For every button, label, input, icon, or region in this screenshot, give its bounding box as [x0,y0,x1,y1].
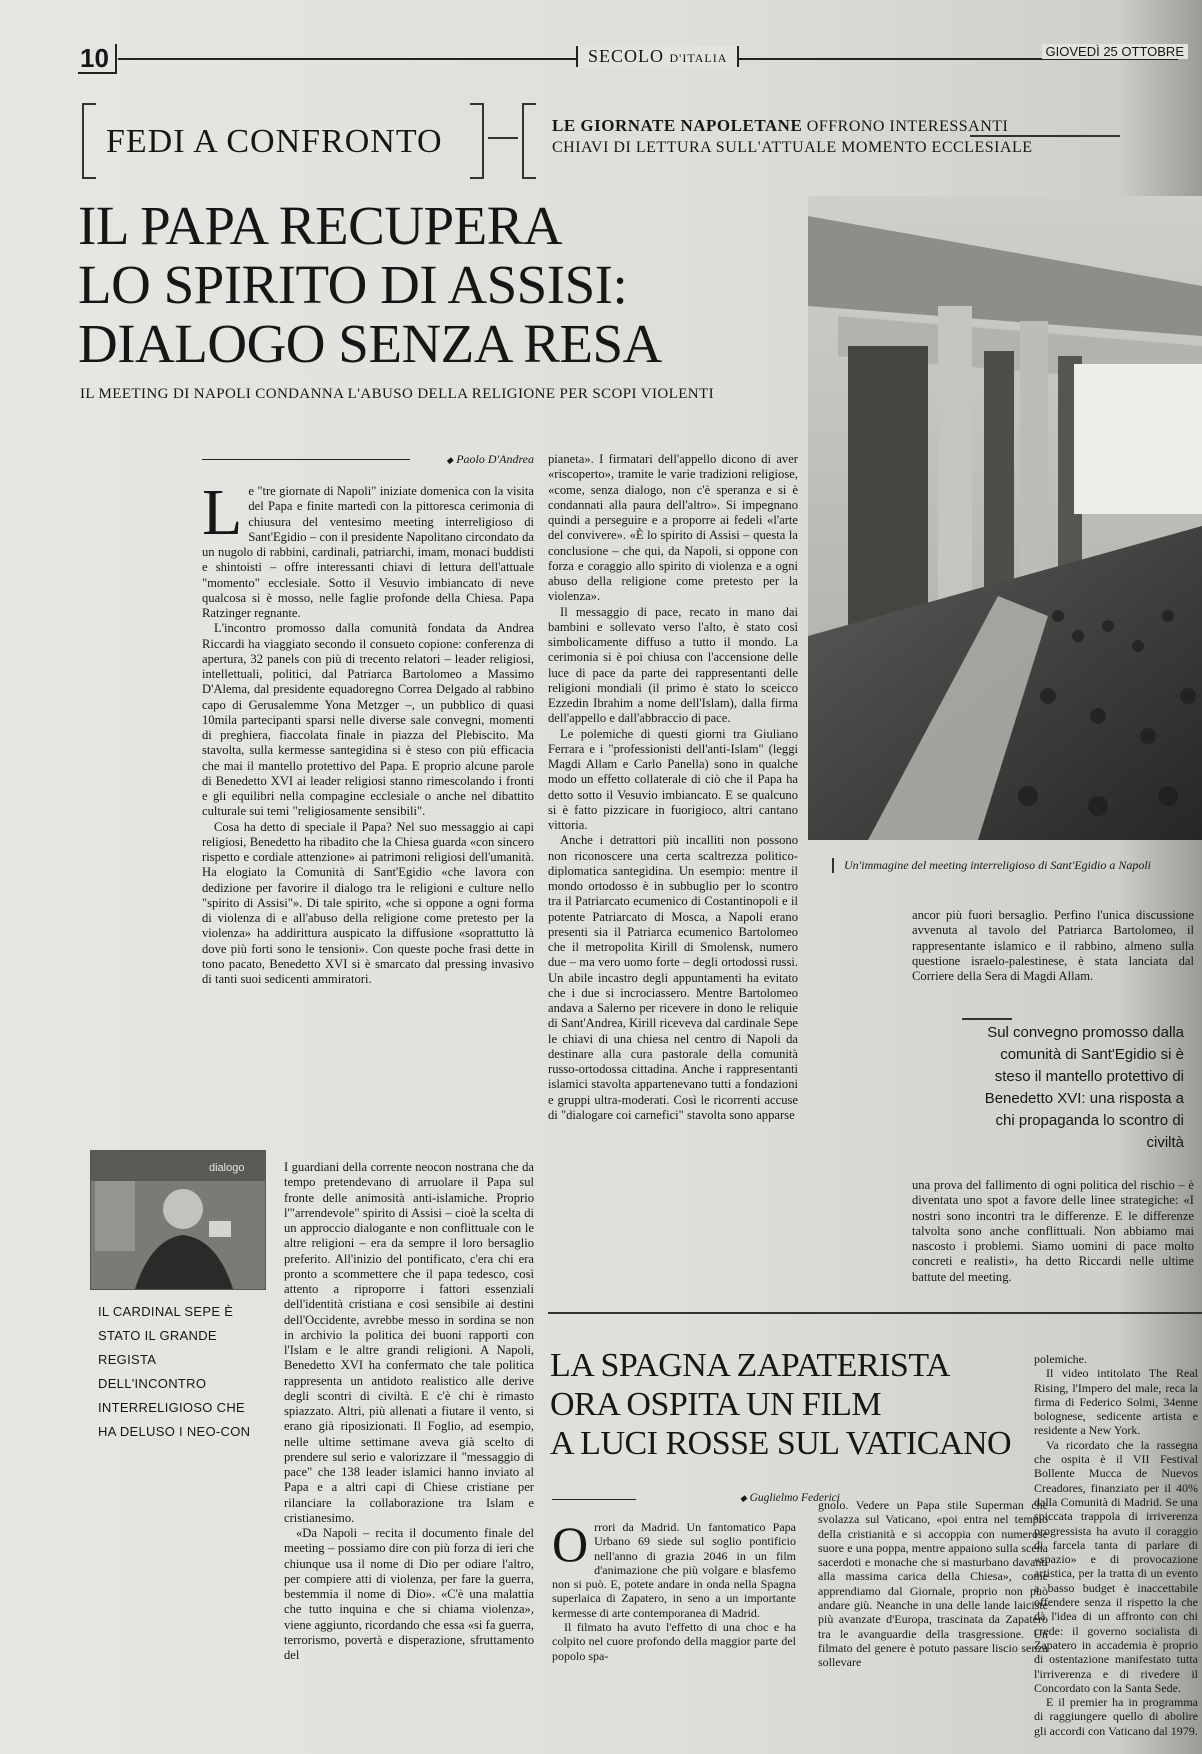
second-column-1: Orrori da Madrid. Un fantomatico Papa Urbano 69 siede sul soglio pontificio nell'anno di grazia 2046 in un film d'animazione che più volgare e blasfemo non si può. E, potete andare in onda nella Spagna superlaica di Zapatero, in seno a un importante kermesse di arte contemporanea di Madrid. Il filmato ha avuto l'effetto di una choc e ha colpito nel cuore profondo della maggior parte del popolo spa- [552,1516,796,1663]
article-column-2: I guardiani della corrente neocon nostrana che da tempo pretendevano di arruolare il Papa sul fronte delle animosità anti-islamiche. Proprio l'"arrendevole" spirito di Assisi – cioè la scelta di un approccio dialogante e non conflittuale con le altre religioni – era da sempre il loro bersaglio preferito. All'inizio del pontificato, c'era chi era pronto a scommettere che il papa tedesco, così attento a riproporre i fattori essenziali dell'identità cristiana e così sensibile ai destini dell'Occidente, avrebbe messo in sordina se non in archivio la politica dei buoni rapporti con l'Islam e le altre grandi religioni. A Napoli, Benedetto XVI ha confermato che tale politica rappresenta un antidoto realistico alle derive degli scontri di civiltà. E c'è chi è rimasto spiazzato. Altri, più allenati a fiutare il vento, si erano già riposizionati. Il Foglio, ad esempio, nelle ultime settimane aveva già scelto di prendere sul serio e valorizzare il "messaggio di pace" che 138 leader islamici hanno inviato al Papa e a altri capi di Chiese cristiane per rilanciare la collaborazione tra Islam e cristianesimo. «Da Napoli – recita il documento finale del meeting – possiamo dire con più forza di ieri che chiunque usa il nome di Dio per odiare l'altro, per compiere atti di violenza, per fare la guerra, bestemmia il nome di Dio». «C'è una malattia che tutto inquina e che si chiama violenza», viene aggiunto, ricordando che essa «si fa guerra, terrorismo, povertà e disperazione, sfruttamento del [284,1160,534,1662]
issue-date: GIOVEDÌ 25 OTTOBRE [1042,44,1188,59]
drop-cap: L [202,476,243,549]
left-bracket [82,103,96,179]
main-subheadline: IL MEETING DI NAPOLI CONDANNA L'ABUSO DELLA RELIGIONE PER SCOPI VIOLENTI [80,386,714,402]
article-column-4b: una prova del fallimento di ogni politica del rischio – è diventata uno spot a favore delle linee strategiche: «I nostri sono incontri tra le differenze. E le differenze talvolta sono anche conflittuali. Non abbiamo mai nascosto i problemi. Siamo uomini di pace molto concreti e realisti», ha detto Riccardi nelle ultime battute del meeting. [912,1178,1194,1284]
diamond-icon: ◆ [739,1493,747,1503]
main-headline: IL PAPA RECUPERA LO SPIRITO DI ASSISI: DIALOGO SENZA RESA [78,195,662,374]
article-column-4a: ancor più fuori bersaglio. Perfino l'unica discussione avvenuta al tavolo del Patriarca Bartolomeo, il rappresentante islamico e il rabbino, almeno sulla questione israelo-palestinese, è stata lanciata dal Corriere della Sera di Magdi Allam. [912,908,1194,983]
section-rubric [82,103,1182,179]
cardinal-photo [90,1150,266,1290]
photo-caption: Un'immagine del meeting interreligioso di Sant'Egidio a Napoli [832,858,1202,873]
second-column-2: gnolo. Vedere un Papa stile Superman che svolazza sul Vaticano, «poi entra nel tempio della cristianità e si accoppia con numerose suore e una poppa, mentre appaiono sulla scena sacerdoti e monache che si masturbano davanti alla massima carica della Chiesa», come apprendiamo dal Giornale, proprio non può andare giù. Neanche in una delle lande laiciste più avanzate d'Europa, trascinata da Zapatero tra le avanguardie della trasgressione. Un filmato del genere è potuto passare liscio senza sollevare [818,1498,1048,1670]
second-byline [552,1492,840,1508]
photo-label: dialogo [209,1162,245,1174]
page-number: 10 [78,44,117,74]
article-column-3: pianeta». I firmatari dell'appello dicono di aver «riscoperto», tramite le varie tradizioni religiose, «come, senza dialogo, non c'è speranza e si è condannati alla paura dell'altro». Si impegnano quindi a perseguire e a proporre ai fedeli «l'arte del convivere». «È lo spirito di Assisi – questa la conclusione – che qui, da Napoli, si oppone con forza e coraggio allo spirito di violenza e a ogni abuso della religione come pretesto per la violenza». Il messaggio di pace, recato in mano dai bambini e sollevato verso l'alto, è stato così simbolicamente diffuso a tutto il mondo. La cerimonia si è poi chiusa con l'accensione delle luce di pace da parte dei rappresentanti delle religioni mondiali (il primo è stato lo sceicco Ezzedin Ibrahim a nome dell'Islam), dalla firma dell'appello e dall'abbraccio di pace. Le polemiche di questi giorni tra Giuliano Ferrara e i "professionisti dell'anti-Islam" (leggi Magdi Allam e Carlo Panella) sono in qualche modo un effetto collaterale di ciò che il Papa ha detto sotto il Vesuvio imbiancato. E se qualcuno si è fatto pizzicare in fuorigioco, altri cantano vittoria. Anche i detrattori più incalliti non possono non riconoscere una certa scaltrezza politico-diplomatica santegidina. Un esempio: mentre il mondo ortodosso è in subbuglio per lo scontro tra il Patriarcato ecumenico di Costantinopoli e il potente Patriarcato di Mosca, a Napoli erano presenti sia il Patriarca ecumenico Bartolomeo che il metropolita Kirill di Smolensk, numero due – ma vero uomo forte – degli ortodossi russi. Un abile incastro degli appuntamenti ha evitato che i due si incrociassero. Mentre Bartolomeo andava a Salerno per ricevere in dono le reliquie di Sant'Andrea, Kirill riceveva dal cardinale Sepe le chiavi di una chiesa nel centro di Napoli da destinare alla cura pastorale della comunità russo-ortodossa cittadina. Anche i rappresentanti islamici stavolta appartenevano tutti a fondazioni e gruppi ultra-moderati. Così le ricorrenti accuse di "dialogare coi carnefici" stavolta sono apparse [548,452,798,1122]
left-bracket-2 [522,103,536,179]
page-header [78,44,1188,74]
second-column-3: polemiche. Il video intitolato The Real Rising, l'Impero del male, reca la firma di Federico Solmi, 34enne bolognese, sedicente artista e residente a New York. Va ricordato che la rassegna che ospita è il VII Festival Bollente Mucca de Nuevos Creadores, finanziato per il 40% dalla Comunità di Madrid. Se una spiccata trappola di irriverenza progressista ha avuto il coraggio di farcela tanta di parlare di «spazio» e di provocazione artistica, per la tratta di un evento a basso budget è inaccettabile offendere senza il rispetto la che dà l'idea di un affronto con chi crede: il governo socialista di Zapatero in accademia è proprio di ostentazione manifestato tutta l'irriverenza e di rivedere il Concordato con la Santa Sede. E il premier ha in programma di raggiungere quello di abolire gli accordi con Vaticano dal 1979. [1034,1352,1198,1738]
rubric-dash [488,137,518,139]
right-bracket [470,103,484,179]
second-headline: LA SPAGNA ZAPATERISTA ORA OSPITA UN FILM A LUCI ROSSE SUL VATICANO [550,1347,1012,1462]
second-drop-cap: O [552,1516,589,1572]
byline-rule [202,459,410,460]
diamond-icon: ◆ [446,455,454,465]
second-byline-rule [552,1499,636,1500]
byline [202,452,534,468]
author-name: ◆ Paolo D'Andrea [446,452,534,466]
section-kicker: LE GIORNATE NAPOLETANE OFFRONO INTERESSANTI CHIAVI DI LETTURA SULL'ATTUALE MOMENTO ECCLESIALE [552,116,1033,156]
cardinal-caption: IL CARDINAL SEPE È STATO IL GRANDE REGISTA DELL'INCONTRO INTERRELIGIOSO CHE HA DELUSO I NEO-CON [98,1304,251,1439]
pull-quote-rule [962,1018,1012,1020]
newspaper-name: SECOLO D'ITALIA [576,46,739,67]
pull-quote: Sul convegno promosso dalla comunità di Sant'Egidio si è steso il mantello protettivo di Benedetto XVI: una risposta a chi propaganda lo scontro di civiltà [962,1022,1184,1154]
second-author-name: ◆ Guglielmo Federici [739,1492,840,1504]
section-title: FEDI A CONFRONTO [106,123,443,160]
section-divider [548,1312,1202,1314]
meeting-photo [808,196,1202,840]
article-column-1: Le "tre giornate di Napoli" iniziate domenica con la visita del Papa e finite martedì con la pittoresca cerimonia di chiusura del ventesimo meeting interreligioso di Sant'Egidio – con il presidente Napolitano circondato da un nugolo di rabbini, cardinali, patriarchi, imam, monaci buddisti e shintoisti – offre interessanti chiavi di lettura dell'attuale "momento" ecclesiale. Sotto il Vesuvio imbiancato di neve qualcosa si è mosso, nelle faglie profonde della Chiesa. Papa Ratzinger regnante. L'incontro promosso dalla comunità fondata da Andrea Riccardi ha viaggiato secondo il consueto copione: conferenza di apertura, 32 panels con più di trecento relatori – leader religiosi, intellettuali, politici, dal Patriarca Bartolomeo a Massimo D'Alema, dal presidente equadoregno Correa Delgado al rabbino capo di Gerusalemme Yona Metzger –, un pubblico di quasi 10mila partecipanti sparsi nelle diverse sale convegni, momenti di preghiera, fiaccolata finale in piazza del Plebiscito. Ma stavolta, sulla kermesse santegidina si è steso con più efficacia che mai il mantello protettivo del Papa. E proprio alcune parole di Benedetto XVI ai leader religiosi stanno rimescolando i fronti e gli equilibri nella compagine ecclesiale o anche nel dibattito culturale sui temi "religiosamente sensibili". Cosa ha detto di speciale il Papa? Nel suo messaggio ai capi religiosi, Benedetto ha ribadito che la Chiesa guarda «con sincero rispetto e cordiale attenzione» ai patrimoni religiosi dell'umanità. Ha elogiato la Comunità di Sant'Egidio «che lavora con dedizione per favorire il dialogo tra le religioni e culture nello "spirito di Assisi"». Di tale spirito, «che si oppone a ogni forma di violenza di e all'abuso della religione come pretesto per la violenza» ha addirittura auspicato la diffusione «soprattutto là dove più forti sono le tensioni». Con queste poche frasi dette in tono pacato, Benedetto XVI si è smarcato dal pressing invasivo di tanti suoi sedicenti ammiratori. [202,476,534,986]
rubric-rule [970,135,1120,137]
